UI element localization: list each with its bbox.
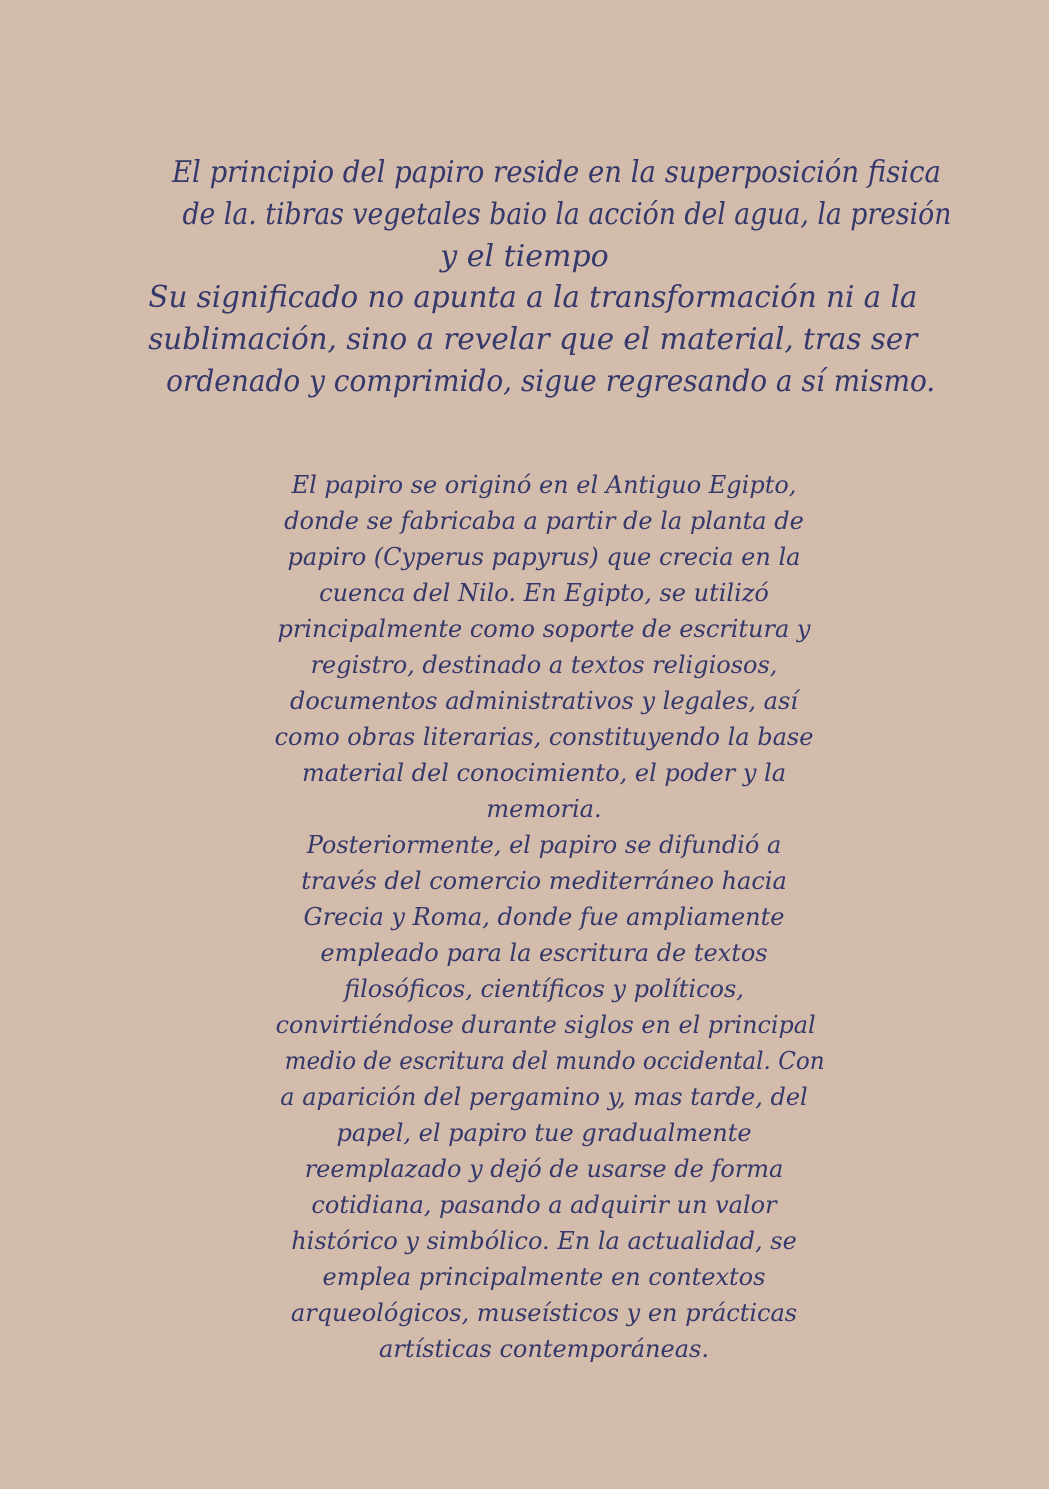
body-line: empleado para la escritura de textos xyxy=(320,939,768,967)
intro-line: Su significado no apunta a la transformación ni a la xyxy=(148,280,918,316)
intro-line: El principio del papiro reside en la superposición fisica xyxy=(171,155,941,190)
body-line: principalmente como soporte de escritura y xyxy=(277,615,811,643)
body-line: El papiro se originó en el Antiguo Egipto, xyxy=(291,471,797,499)
intro-line: de la. tibras vegetales baio la acción del agua, la presión xyxy=(182,196,952,232)
body-line: cuenca del Nilo. En Egipto, se utilizó xyxy=(319,579,769,607)
body-line: reemplazado y dejó de usarse de forma xyxy=(304,1155,784,1183)
body-line: cotidiana, pasando a adquirir un valor xyxy=(311,1191,777,1219)
intro-line: y el tiempo xyxy=(440,238,609,274)
body-line: filosóficos, científicos y políticos, xyxy=(344,975,744,1003)
body-line: memoria. xyxy=(486,795,602,823)
body-line: papiro (Cyperus papyrus) que crecia en la xyxy=(287,543,801,571)
body-line: arqueológicos, museísticos y en prácticas xyxy=(290,1299,798,1327)
body-line: registro, destinado a textos religiosos, xyxy=(310,651,778,679)
body-line: material del conocimiento, el poder y la xyxy=(301,759,787,787)
body-paragraph xyxy=(274,467,825,1367)
body-line: artísticas contemporáneas. xyxy=(379,1335,709,1363)
intro-paragraph xyxy=(140,152,952,403)
body-line: través del comercio mediterráneo hacia xyxy=(301,867,787,895)
body-line: medio de escritura del mundo occidental. Con xyxy=(284,1047,825,1075)
body-line: histórico y simbólico. En la actualidad, se xyxy=(291,1227,797,1255)
intro-line: sublimación, sino a revelar que el material, tras ser xyxy=(148,322,918,358)
body-line: Grecia y Roma, donde fue ampliamente xyxy=(303,903,785,931)
body-line: como obras literarias, constituyendo la base xyxy=(274,723,814,751)
body-line: documentos administrativos y legales, así xyxy=(290,687,798,715)
body-line: convirtiéndose durante siglos en el principal xyxy=(275,1011,816,1039)
body-line: donde se fabricaba a partir de la planta de xyxy=(284,507,804,535)
body-line: emplea principalmente en contextos xyxy=(322,1263,766,1291)
body-line: papel, el papiro tue gradualmente xyxy=(336,1119,752,1147)
intro-line: ordenado y comprimido, sigue regresando a sí mismo. xyxy=(166,363,936,399)
body-line: a aparición del pergamino y, mas tarde, del xyxy=(280,1083,808,1111)
body-line: Posteriormente, el papiro se difundió a xyxy=(306,831,782,859)
